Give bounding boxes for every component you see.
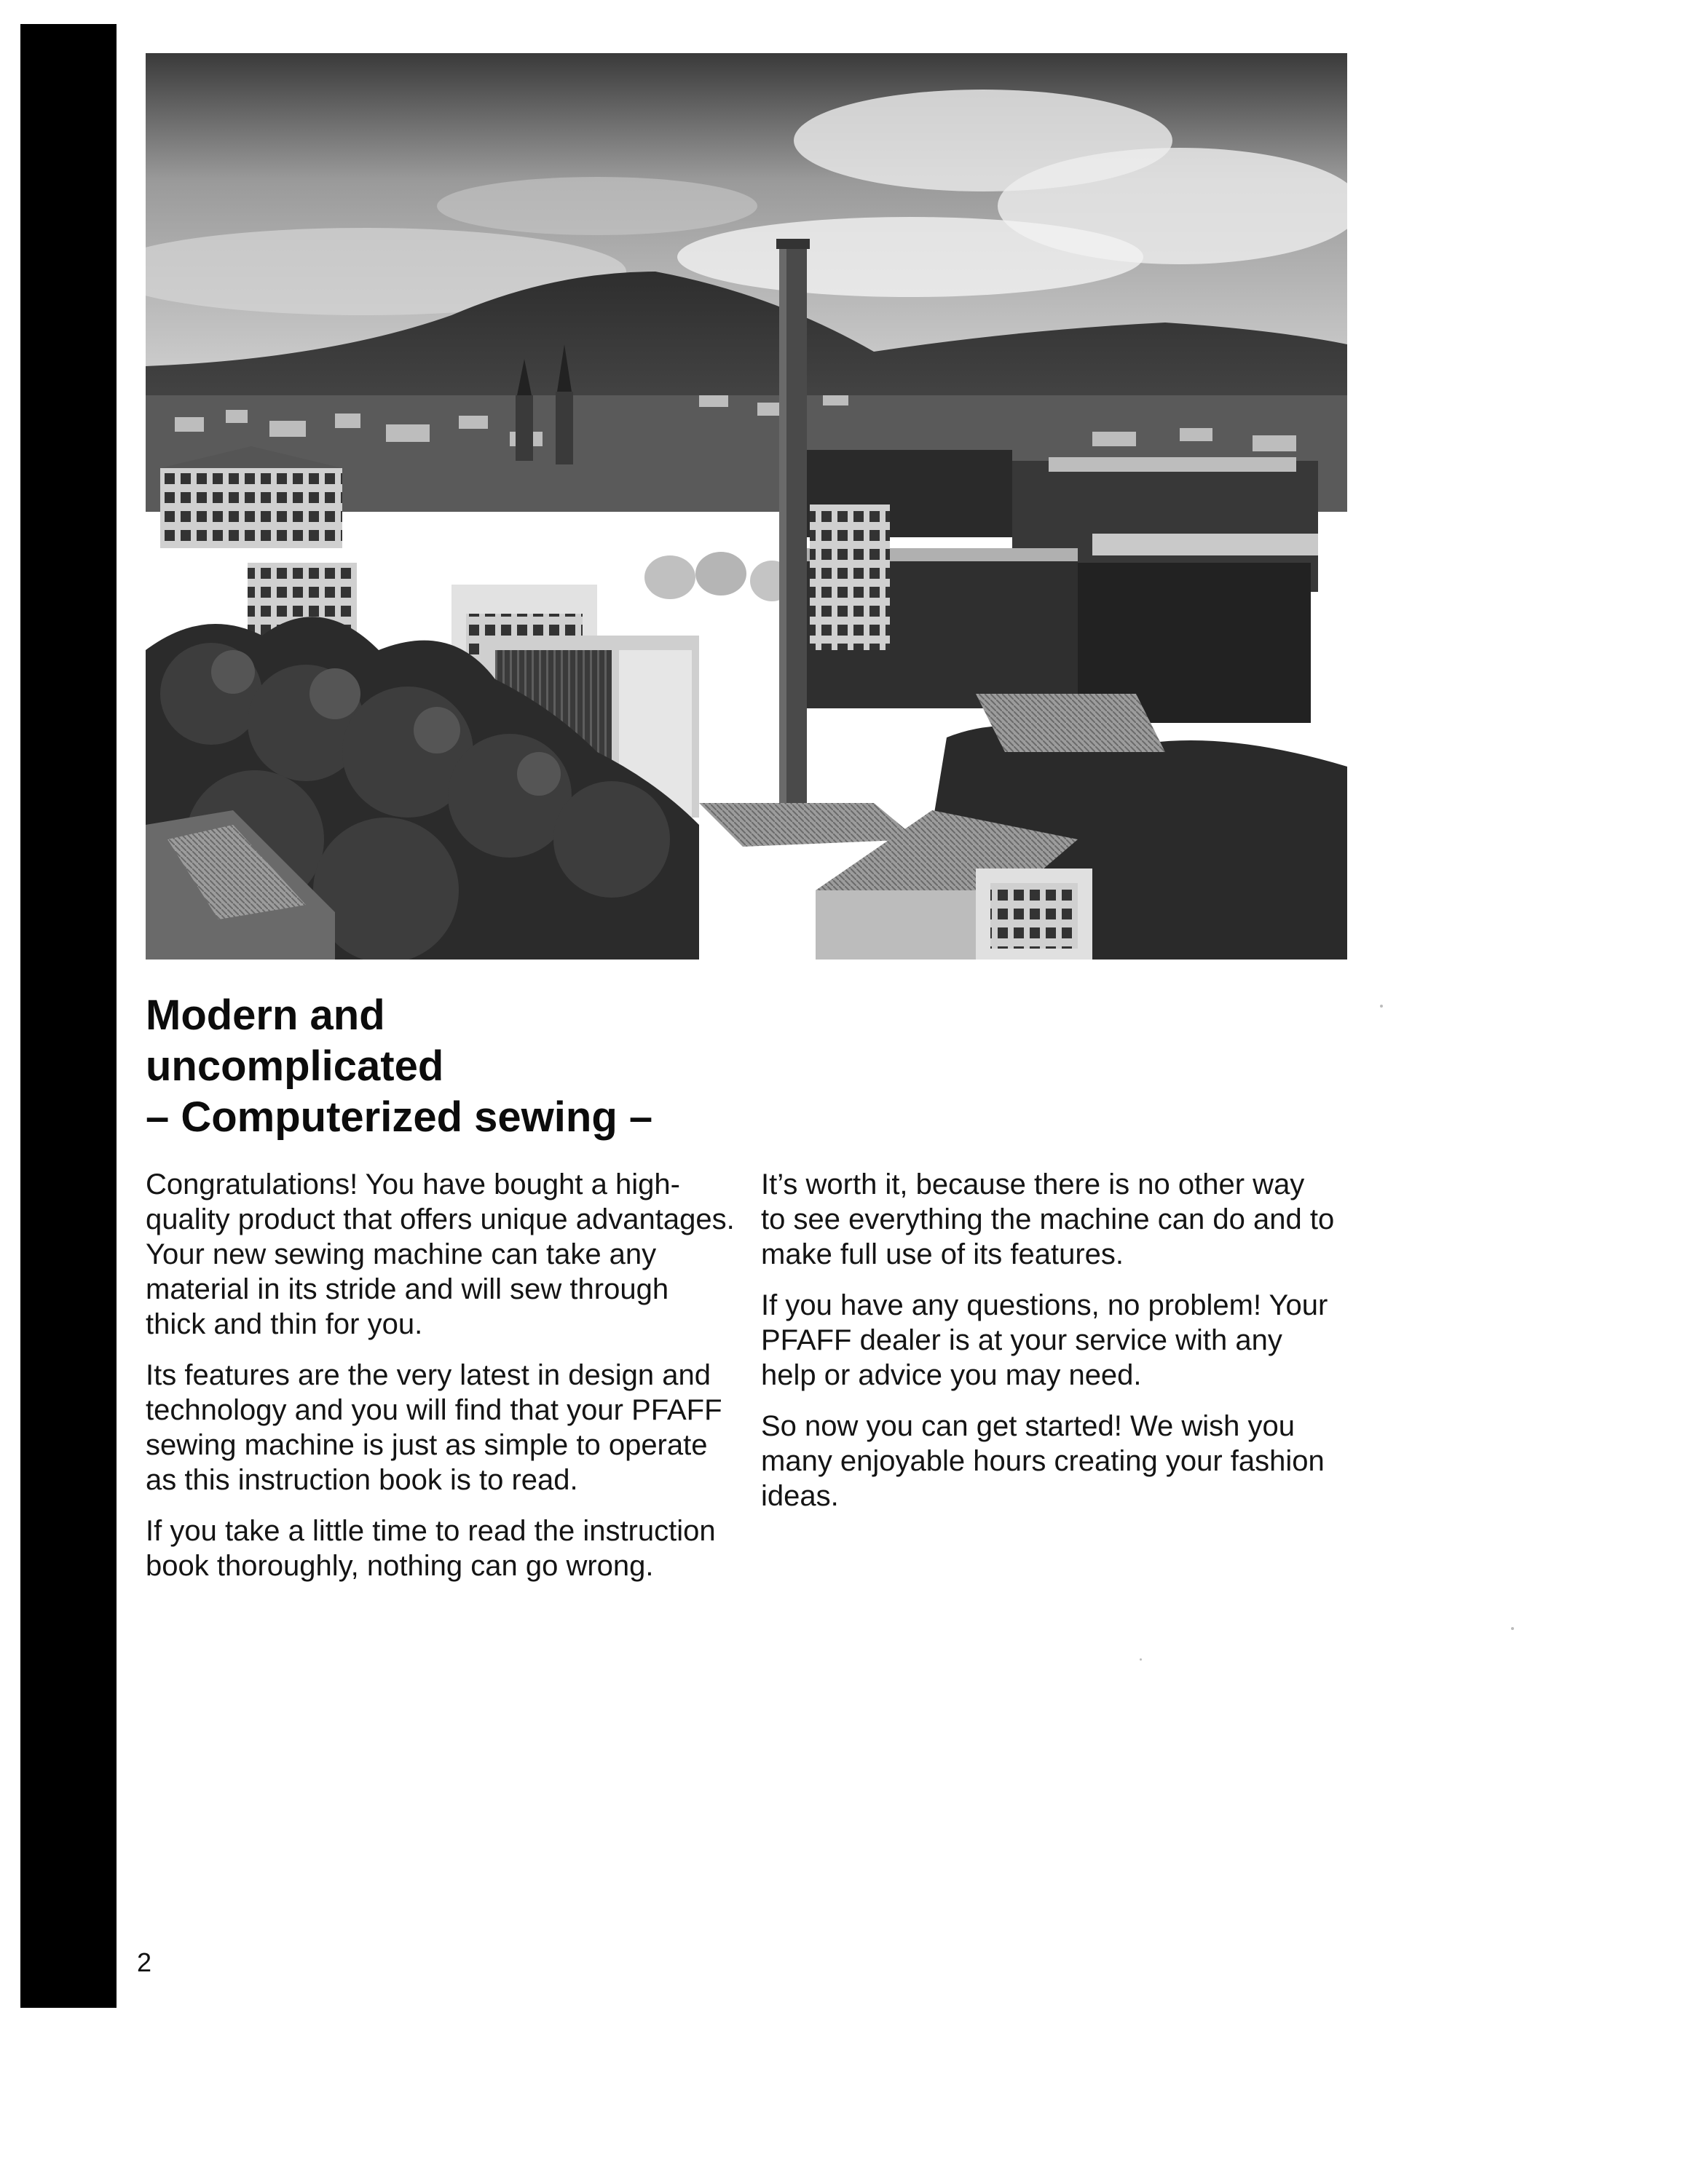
body-column-right: [761, 1167, 1336, 1530]
headline-line-2: uncomplicated: [146, 1042, 444, 1090]
paragraph: Congratulations! You have bought a high-quality product that offers unique advantages. Your new sewing machine can take any material in its stride and will sew through thick and thin for you.: [146, 1168, 735, 1340]
page-number: 2: [137, 1947, 152, 1977]
factory-photo-illustration: [146, 53, 1347, 960]
scan-speck: [1511, 1627, 1514, 1630]
paragraph: So now you can get started! We wish you many enjoyable hours creating your fashion ideas.: [761, 1410, 1325, 1512]
paragraph: If you have any questions, no problem! Your PFAFF dealer is at your service with any help or advice you may need.: [761, 1289, 1328, 1391]
scan-speck: [1140, 1658, 1142, 1661]
paragraph: It’s worth it, because there is no other way to see everything the machine can do and to make full use of its features.: [761, 1168, 1335, 1270]
body-column-left: [146, 1167, 735, 1599]
paragraph: Its features are the very latest in design and technology and you will find that your PFAFF sewing machine is just as simple to operate as this instruction book is to read.: [146, 1359, 722, 1496]
factory-town-photo: [146, 53, 1347, 960]
scan-speck: [1380, 1005, 1383, 1008]
page-headline: [146, 990, 874, 1143]
page-edge-bar: [20, 24, 117, 2008]
paragraph: If you take a little time to read the instruction book thoroughly, nothing can go wrong.: [146, 1515, 716, 1582]
headline-line-1: Modern and: [146, 992, 385, 1039]
headline-line-3: – Computerized sewing –: [146, 1093, 653, 1141]
